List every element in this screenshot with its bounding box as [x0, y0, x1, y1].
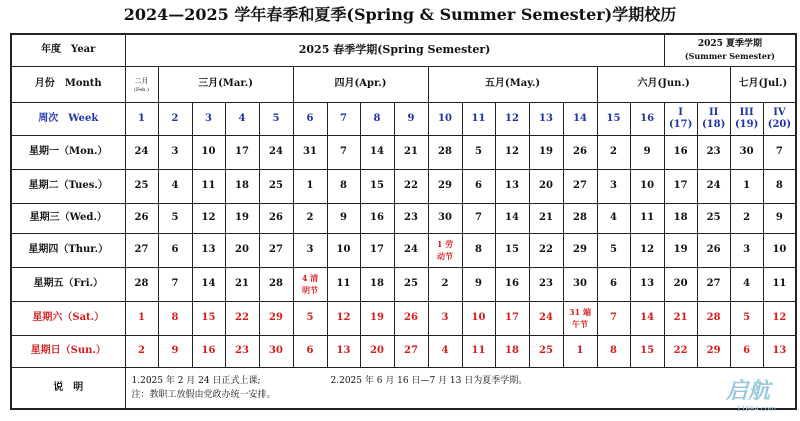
date-cell: 28: [563, 203, 597, 233]
summer-semester-title: [664, 34, 796, 66]
date-cell: 17: [664, 169, 697, 203]
date-cell: 22: [529, 233, 563, 267]
date-cell: 25: [125, 169, 158, 203]
date-cell: 29: [563, 233, 597, 267]
date-cell: 14: [495, 203, 529, 233]
date-cell: 16: [360, 203, 394, 233]
week-cell: 14: [563, 102, 597, 135]
date-cell: 17: [495, 301, 529, 335]
date-cell: 23: [225, 335, 259, 367]
week-cell: 2: [158, 102, 192, 135]
date-cell: 8: [462, 233, 495, 267]
date-cell: 2: [597, 135, 630, 169]
date-cell: 12: [327, 301, 360, 335]
week-cell: 13: [529, 102, 563, 135]
date-cell: 26: [394, 301, 428, 335]
date-cell: 14: [192, 267, 225, 301]
week-cell: 5: [259, 102, 293, 135]
date-cell: 30: [730, 135, 763, 169]
date-cell: 5: [730, 301, 763, 335]
date-cell: 9: [327, 203, 360, 233]
date-cell: 13: [630, 267, 664, 301]
date-cell: 30: [428, 203, 462, 233]
date-cell: 3: [730, 233, 763, 267]
date-cell: 15: [630, 335, 664, 367]
summer-week-roman: IV: [773, 106, 786, 118]
date-cell: 10: [462, 301, 495, 335]
date-cell: 24: [394, 233, 428, 267]
day-label: 星期四（Thur.）: [11, 233, 125, 267]
holiday-label: 动节: [437, 251, 453, 261]
date-cell: 11: [327, 267, 360, 301]
holiday-label: 4 清: [301, 273, 319, 283]
date-cell: 15: [192, 301, 225, 335]
date-cell: 20: [360, 335, 394, 367]
date-cell: 6: [158, 233, 192, 267]
date-cell: 22: [664, 335, 697, 367]
week-label: 周次 Week: [11, 102, 125, 135]
date-cell: 21: [529, 203, 563, 233]
week-cell: 10: [428, 102, 462, 135]
date-cell: 6: [293, 335, 327, 367]
date-cell: 11: [462, 335, 495, 367]
date-cell: 4: [597, 203, 630, 233]
week-cell: 1: [125, 102, 158, 135]
week-cell: 11: [462, 102, 495, 135]
date-cell: 29: [428, 169, 462, 203]
summer-week-cell: [664, 102, 697, 135]
date-cell: 10: [192, 135, 225, 169]
date-cell: 19: [664, 233, 697, 267]
month-jul: 七月(Jul.): [730, 66, 796, 102]
summer-week-num: (18): [701, 118, 726, 130]
holiday-label: 明节: [302, 285, 318, 295]
date-cell: 9: [630, 135, 664, 169]
date-cell: 25: [394, 267, 428, 301]
date-cell: 10: [763, 233, 796, 267]
watermark-logo: 启航: [725, 379, 770, 404]
summer-title-en: (Summer Semester): [684, 51, 775, 62]
summer-week-num: (20): [767, 118, 792, 130]
date-cell: 25: [697, 203, 730, 233]
date-cell: 19: [529, 135, 563, 169]
date-cell: 24: [259, 135, 293, 169]
date-cell: 28: [259, 267, 293, 301]
date-cell: 27: [259, 233, 293, 267]
holiday-label: 31 端: [569, 307, 591, 317]
date-cell: 19: [225, 203, 259, 233]
month-feb: [125, 66, 158, 102]
summer-week-roman: I: [678, 106, 683, 118]
week-cell: 15: [597, 102, 630, 135]
date-cell: 7: [597, 301, 630, 335]
date-cell: 27: [697, 267, 730, 301]
holiday-cell: [428, 233, 462, 267]
date-cell: 4: [428, 335, 462, 367]
week-cell: 8: [360, 102, 394, 135]
date-cell: 16: [192, 335, 225, 367]
summer-week-num: (17): [668, 118, 693, 130]
note-1: 1.2025 年 2 月 24 日正式上课;: [131, 375, 261, 386]
week-cell: 3: [192, 102, 225, 135]
school-calendar-table: [10, 33, 797, 410]
day-label: 星期一（Mon.）: [11, 135, 125, 169]
summer-week-roman: III: [739, 106, 754, 118]
date-cell: 21: [394, 135, 428, 169]
day-label: 星期六（Sat.）: [11, 301, 125, 335]
date-cell: 18: [664, 203, 697, 233]
date-cell: 7: [462, 203, 495, 233]
date-cell: 8: [327, 169, 360, 203]
date-cell: 16: [495, 267, 529, 301]
holiday-cell: [293, 267, 327, 301]
date-cell: 9: [763, 203, 796, 233]
date-cell: 25: [259, 169, 293, 203]
date-cell: 17: [225, 135, 259, 169]
date-cell: 31: [293, 135, 327, 169]
date-cell: 13: [327, 335, 360, 367]
summer-week-cell: [730, 102, 763, 135]
date-cell: 18: [225, 169, 259, 203]
date-cell: 7: [158, 267, 192, 301]
month-apr: 四月(Apr.): [293, 66, 428, 102]
date-cell: 23: [394, 203, 428, 233]
holiday-label: 午节: [572, 319, 588, 329]
date-cell: 26: [563, 135, 597, 169]
date-cell: 24: [125, 135, 158, 169]
date-cell: 23: [697, 135, 730, 169]
summer-week-cell: [697, 102, 730, 135]
date-cell: 6: [597, 267, 630, 301]
date-cell: 28: [125, 267, 158, 301]
date-cell: 27: [394, 335, 428, 367]
date-cell: 20: [529, 169, 563, 203]
date-cell: 24: [529, 301, 563, 335]
year-label: 年度 Year: [11, 34, 125, 66]
summer-week-cell: [763, 102, 796, 135]
date-cell: 5: [597, 233, 630, 267]
date-cell: 8: [763, 169, 796, 203]
week-cell: 4: [225, 102, 259, 135]
date-cell: 3: [428, 301, 462, 335]
notes-label: 说 明: [11, 367, 125, 409]
date-cell: 14: [630, 301, 664, 335]
date-cell: 7: [763, 135, 796, 169]
date-cell: 22: [225, 301, 259, 335]
date-cell: 20: [664, 267, 697, 301]
date-cell: 29: [259, 301, 293, 335]
spring-semester-title: 2025 春季学期(Spring Semester): [125, 34, 664, 66]
date-cell: 27: [563, 169, 597, 203]
week-cell: 7: [327, 102, 360, 135]
date-cell: 23: [529, 267, 563, 301]
date-cell: 12: [763, 301, 796, 335]
date-cell: 2: [125, 335, 158, 367]
date-cell: 7: [327, 135, 360, 169]
day-label: 星期五（Fri.）: [11, 267, 125, 301]
date-cell: 1: [730, 169, 763, 203]
day-label: 星期日（Sun.）: [11, 335, 125, 367]
date-cell: 8: [597, 335, 630, 367]
date-cell: 12: [495, 135, 529, 169]
day-label: 星期二（Tues.）: [11, 169, 125, 203]
notes-content: [125, 367, 796, 409]
date-cell: 24: [697, 169, 730, 203]
date-cell: 27: [125, 233, 158, 267]
date-cell: 18: [495, 335, 529, 367]
date-cell: 13: [495, 169, 529, 203]
month-feb-en: (Feb.): [134, 86, 149, 93]
date-cell: 13: [192, 233, 225, 267]
date-cell: 30: [259, 335, 293, 367]
day-label: 星期三（Wed.）: [11, 203, 125, 233]
date-cell: 2: [428, 267, 462, 301]
date-cell: 19: [360, 301, 394, 335]
date-cell: 10: [630, 169, 664, 203]
date-cell: 1: [563, 335, 597, 367]
week-cell: 16: [630, 102, 664, 135]
date-cell: 6: [462, 169, 495, 203]
date-cell: 2: [730, 203, 763, 233]
note-2: 2.2025 年 6 月 16 日—7 月 13 日为夏季学期。: [330, 375, 528, 386]
watermark-url: 11684.com: [736, 405, 776, 413]
date-cell: 10: [327, 233, 360, 267]
date-cell: 25: [529, 335, 563, 367]
date-cell: 17: [360, 233, 394, 267]
month-may: 五月(May.): [428, 66, 597, 102]
date-cell: 12: [630, 233, 664, 267]
holiday-cell: [563, 301, 597, 335]
holiday-label: 1 劳: [436, 239, 454, 249]
date-cell: 3: [597, 169, 630, 203]
date-cell: 28: [428, 135, 462, 169]
date-cell: 12: [192, 203, 225, 233]
date-cell: 1: [125, 301, 158, 335]
date-cell: 26: [259, 203, 293, 233]
month-mar: 三月(Mar.): [158, 66, 293, 102]
date-cell: 4: [730, 267, 763, 301]
date-cell: 21: [225, 267, 259, 301]
month-label: 月份 Month: [11, 66, 125, 102]
summer-week-num: (19): [734, 118, 759, 130]
date-cell: 13: [763, 335, 796, 367]
week-cell: 6: [293, 102, 327, 135]
date-cell: 29: [697, 335, 730, 367]
month-jun: 六月(Jun.): [597, 66, 730, 102]
week-cell: 9: [394, 102, 428, 135]
date-cell: 28: [697, 301, 730, 335]
date-cell: 9: [462, 267, 495, 301]
date-cell: 14: [360, 135, 394, 169]
date-cell: 26: [697, 233, 730, 267]
month-feb-cn: 二月: [134, 76, 149, 85]
date-cell: 15: [360, 169, 394, 203]
date-cell: 9: [158, 335, 192, 367]
date-cell: 11: [763, 267, 796, 301]
date-cell: 21: [664, 301, 697, 335]
date-cell: 2: [293, 203, 327, 233]
date-cell: 11: [192, 169, 225, 203]
date-cell: 5: [158, 203, 192, 233]
calendar-title: 2024—2025 学年春季和夏季(Spring & Summer Semester)学期校历: [123, 5, 677, 24]
date-cell: 22: [394, 169, 428, 203]
date-cell: 20: [225, 233, 259, 267]
date-cell: 11: [630, 203, 664, 233]
date-cell: 18: [360, 267, 394, 301]
date-cell: 5: [293, 301, 327, 335]
date-cell: 16: [664, 135, 697, 169]
date-cell: 4: [158, 169, 192, 203]
week-cell: 12: [495, 102, 529, 135]
date-cell: 30: [563, 267, 597, 301]
date-cell: 26: [125, 203, 158, 233]
date-cell: 8: [158, 301, 192, 335]
date-cell: 15: [495, 233, 529, 267]
date-cell: 3: [158, 135, 192, 169]
date-cell: 6: [730, 335, 763, 367]
note-3: 注：教职工放假由党政办统一安排。: [131, 389, 276, 400]
date-cell: 5: [462, 135, 495, 169]
date-cell: 1: [293, 169, 327, 203]
date-cell: 3: [293, 233, 327, 267]
day-rows: [11, 135, 796, 367]
summer-title-cn: 2025 夏季学期: [697, 39, 762, 50]
summer-week-roman: II: [708, 106, 719, 118]
